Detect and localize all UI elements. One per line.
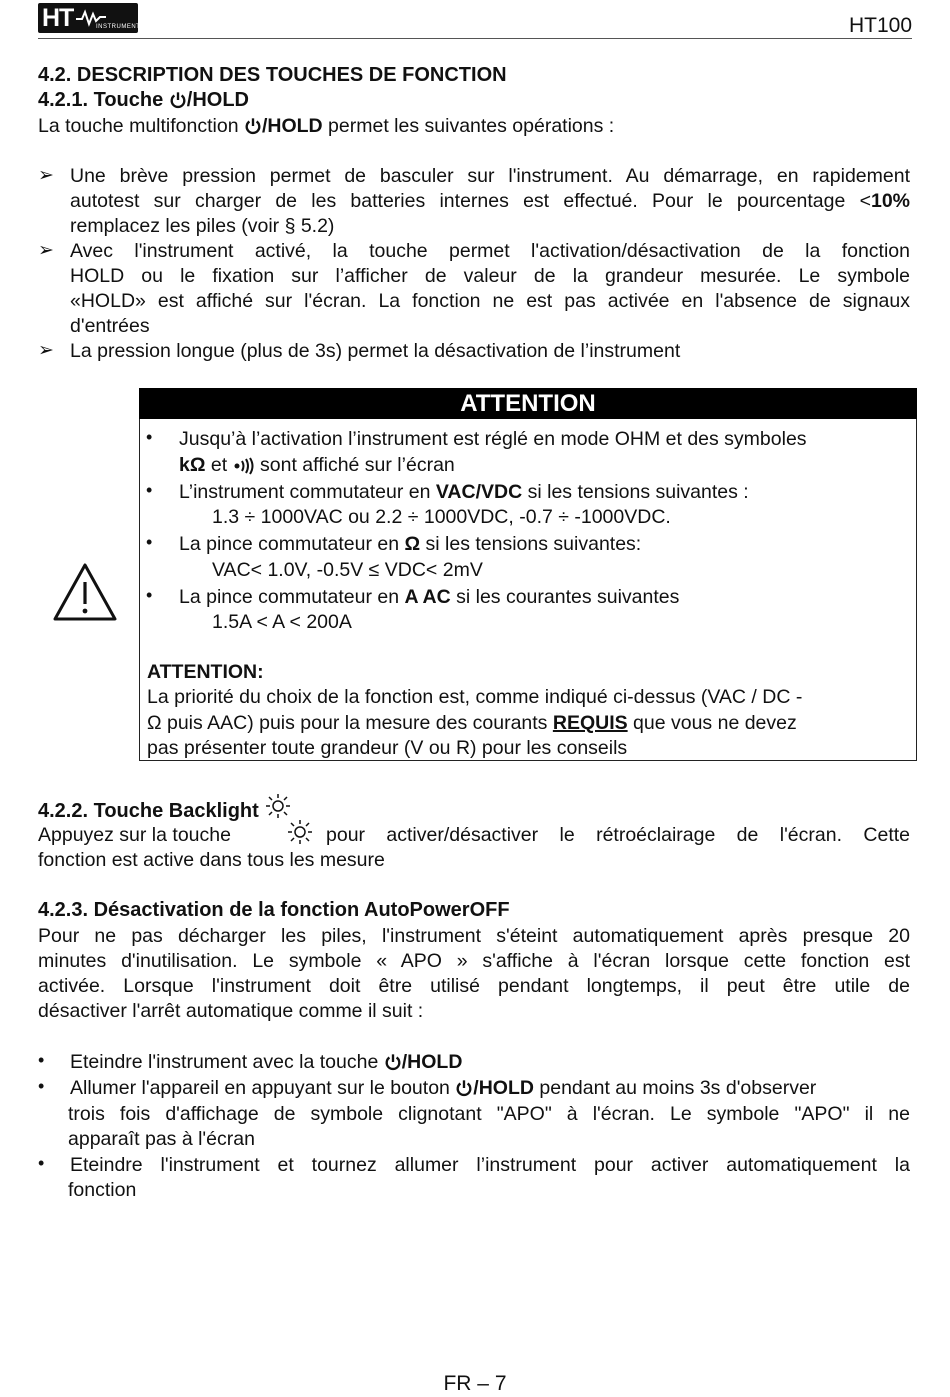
backlight-line-2: fonction est active dans tous les mesure xyxy=(38,849,385,871)
attention-item-2-line-1: L’instrument commutateur en VAC/VDC si les tensions suivantes : xyxy=(179,481,749,503)
attention-item-1-line-2: kΩ et sont affiché sur l’écran xyxy=(179,454,455,476)
bullet-2-line-3: «HOLD» est affiché sur l'écran. La fonction ne est pas activée en l'absence de signaux xyxy=(70,290,910,312)
apo-bullet-3-line-1: Eteindre l'instrument et tournez allumer l’instrument pour activer automatiquement la xyxy=(70,1154,910,1176)
bullet-1-line-2: autotest sur charger de les batteries internes est effectué. Pour le pourcentage <10% xyxy=(70,190,910,212)
attention-note-line-2: Ω puis AAC) puis pour la mesure des courants REQUIS que vous ne devez xyxy=(147,712,797,734)
dot-bullet-icon: • xyxy=(38,1153,45,1173)
attention-item-2-line-2: 1.3 ÷ 1000VAC ou 2.2 ÷ 1000VDC, -0.7 ÷ -1000VDC. xyxy=(212,506,671,528)
apo-paragraph-line-2: minutes d'inutilisation. Le symbole « APO » s'affiche à l'écran lorsque cette fonction est xyxy=(38,950,910,972)
bullet-3-line-1: La pression longue (plus de 3s) permet la désactivation de l’instrument xyxy=(70,340,681,362)
attention-item-3-line-1: La pince commutateur en Ω si les tensions suivantes: xyxy=(179,533,642,555)
bullet-2-line-4: d'entrées xyxy=(70,315,150,337)
apo-bullet-3-line-2: fonction xyxy=(68,1179,137,1201)
backlight-line-1-end: pour activer/désactiver le rétroéclairage de l'écran. Cette xyxy=(326,824,910,846)
backlight-line-1-start: Appuyez sur la touche xyxy=(38,824,231,846)
apo-bullet-2-line-2: trois fois d'affichage de symbole clignotant "APO" à l'écran. Le symbole "APO" il ne xyxy=(68,1103,910,1125)
attention-item-1-line-1: Jusqu’à l’activation l’instrument est réglé en mode OHM et des symboles xyxy=(179,428,807,450)
arrow-bullet-icon: ➢ xyxy=(38,165,54,186)
power-icon xyxy=(169,91,187,109)
intro-text: La touche multifonction /HOLD permet les suivantes opérations : xyxy=(38,115,615,137)
apo-title: 4.2.3. Désactivation de la fonction AutoPowerOFF xyxy=(38,899,510,921)
subsection-title-power-hold: 4.2.1. Touche /HOLD xyxy=(38,89,249,111)
bullet-1-line-1: Une brève pression permet de basculer sur l'instrument. Au démarrage, en rapidement xyxy=(70,165,910,187)
page-number: FR – 7 xyxy=(443,1372,507,1395)
apo-paragraph-line-3: activée. Lorsque l'instrument doit être utilisé pendant longtemps, il peut être utile de xyxy=(38,975,910,997)
dot-bullet-icon: • xyxy=(146,427,153,447)
apo-paragraph-line-1: Pour ne pas décharger les piles, l'instrument s'éteint automatiquement après presque 20 xyxy=(38,925,910,947)
attention-note-line-1: La priorité du choix de la fonction est, comme indiqué ci-dessus (VAC / DC - xyxy=(147,686,803,708)
bullet-2-line-2: HOLD ou le fixation sur l’afficher de valeur de la grandeur mesurée. Le symbole xyxy=(70,265,910,287)
power-icon xyxy=(384,1053,402,1071)
attention-note-line-3: pas présenter toute grandeur (V ou R) pour les conseils xyxy=(147,737,628,759)
dot-bullet-icon: • xyxy=(146,585,153,605)
apo-bullet-1: Eteindre l'instrument avec la touche /HOLD xyxy=(70,1051,463,1073)
attention-item-3-line-2: VAC< 1.0V, -0.5V ≤ VDC< 2mV xyxy=(212,559,483,581)
ht-logo xyxy=(38,3,145,33)
apo-paragraph-line-4: désactiver l'arrêt automatique comme il suit : xyxy=(38,1000,424,1022)
backlight-sun-icon xyxy=(264,793,292,819)
model-name: HT100 xyxy=(848,14,912,37)
apo-bullet-2-line-3: apparaît pas à l'écran xyxy=(68,1128,255,1150)
section-title: 4.2. DESCRIPTION DES TOUCHES DE FONCTION xyxy=(38,64,507,86)
power-icon xyxy=(455,1079,473,1097)
bullet-1-line-3: remplacez les piles (voir § 5.2) xyxy=(70,215,335,237)
dot-bullet-icon: • xyxy=(38,1050,45,1070)
buzzer-icon xyxy=(233,458,255,474)
bullet-2-line-1: Avec l'instrument activé, la touche permet l'activation/désactivation de la fonction xyxy=(70,240,910,262)
dot-bullet-icon: • xyxy=(146,480,153,500)
power-icon xyxy=(244,117,262,135)
dot-bullet-icon: • xyxy=(146,532,153,552)
attention-item-4-line-1: La pince commutateur en A AC si les courantes suivantes xyxy=(179,586,680,608)
warning-triangle-icon xyxy=(52,562,118,622)
attention-item-4-line-2: 1.5A < A < 200A xyxy=(212,611,352,633)
arrow-bullet-icon: ➢ xyxy=(38,340,54,361)
dot-bullet-icon: • xyxy=(38,1076,45,1096)
header-rule xyxy=(38,38,912,39)
logo-text: HT xyxy=(42,4,74,32)
logo-subtext: INSTRUMENTS xyxy=(96,24,145,30)
attention-banner: ATTENTION xyxy=(139,388,917,419)
backlight-sun-icon xyxy=(286,819,314,845)
backlight-title: 4.2.2. Touche Backlight xyxy=(38,793,292,824)
attention-note-title: ATTENTION: xyxy=(147,661,264,683)
arrow-bullet-icon: ➢ xyxy=(38,240,54,261)
apo-bullet-2-line-1: Allumer l'appareil en appuyant sur le bouton /HOLD pendant au moins 3s d'observer xyxy=(70,1077,817,1099)
